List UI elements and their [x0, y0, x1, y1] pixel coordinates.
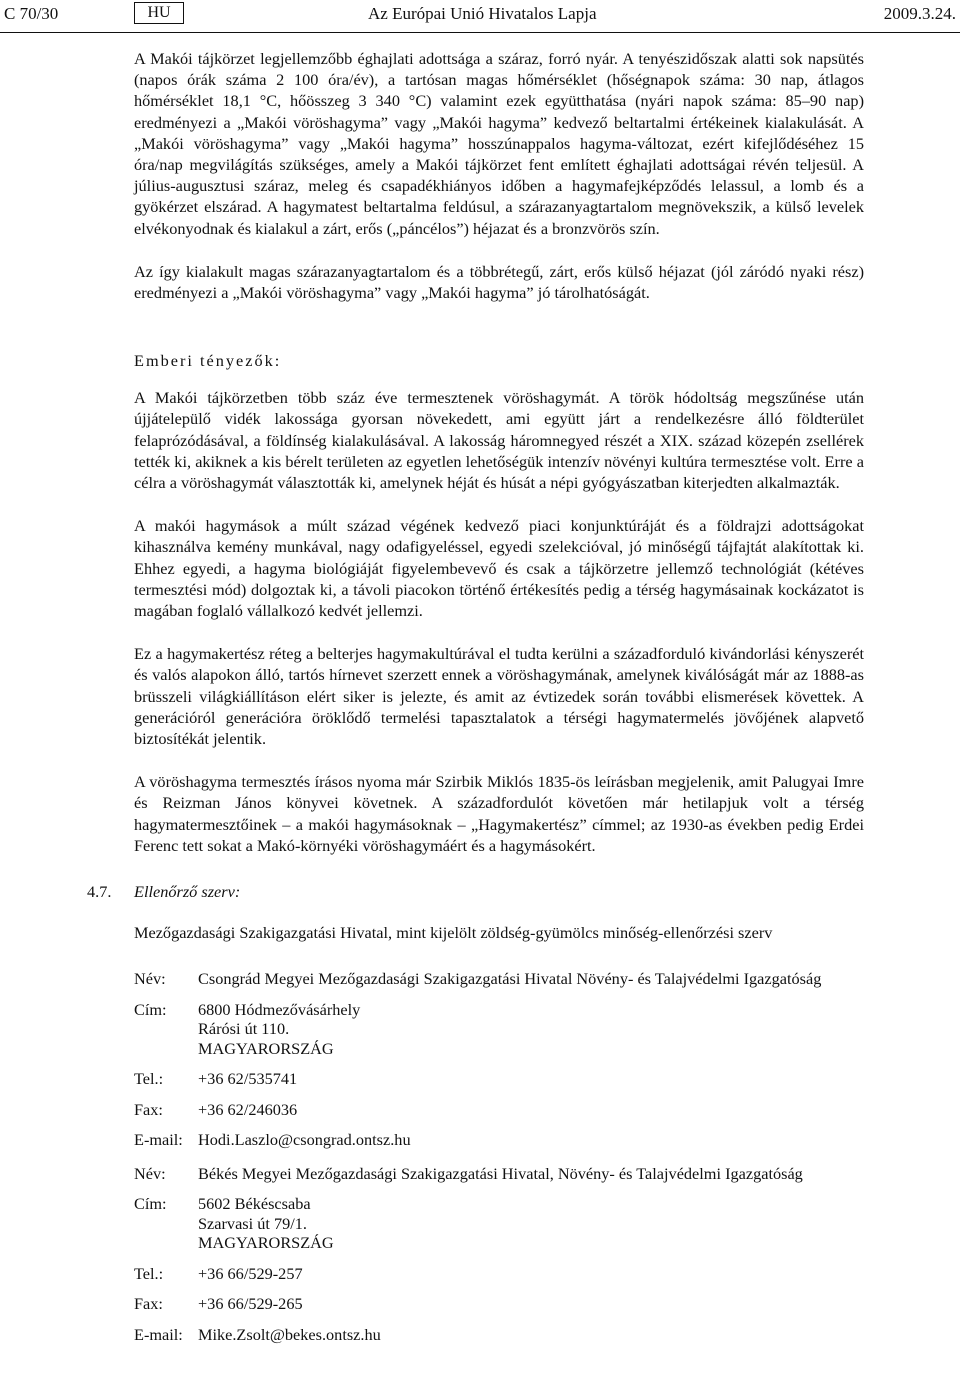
paragraph-written-records: A vöröshagyma termesztés írásos nyoma már Szirbik Miklós 1835-ös leírásban megjelenik, amit Palugyai Imre és Reizman János könyvei követnek. A századfordulót követően már hetilapjuk volt a térség hagymatermesztőinek – a makói hagymásoknak – „Hagymakertész” címmel; az 1930-as években pedig Erdei Ferenc tett sokat a Makó-környéki vöröshagymáért és a hagymásokért. — [134, 772, 864, 855]
item-number: 4.7. — [87, 882, 112, 902]
contact-address-row — [134, 1000, 864, 1059]
email-label: E-mail: — [134, 1130, 183, 1150]
page-reference: C 70/30 — [4, 4, 59, 23]
contact-email-link[interactable]: Hodi.Laszlo@csongrad.ontsz.hu — [198, 1130, 411, 1150]
item-title: Ellenőrző szerv: — [134, 882, 241, 902]
address-label: Cím: — [134, 999, 167, 1019]
contact-block-csongrad — [134, 969, 864, 1150]
paragraph-reputation: Ez a hagymakertész réteg a belterjes hagymakultúrával el tudta kerülni a századforduló kivándorlási kényszerét és valós alapokon álló, tartós hírnevet szerzett ennek a vöröshagymának, amelynek kiválóságát már az 1888-as brüsszeli világkiállításon elért siker is jelezte, és amit az évtizedek során további elismerések követtek. A generációról generációra öröklődő termelési tapasztalatok a térségi hagymatermelés jövőjének alapvető biztosítékát jelentik. — [134, 644, 864, 749]
name-label: Név: — [134, 1163, 166, 1183]
tel-label: Tel.: — [134, 1069, 164, 1089]
contact-fax-row — [134, 1294, 864, 1314]
journal-title: Az Európai Unió Hivatalos Lapja — [368, 4, 597, 23]
contact-address-row — [134, 1194, 864, 1253]
contact-fax: +36 62/246036 — [198, 1099, 298, 1119]
contact-block-bekes — [134, 1164, 864, 1345]
paragraph-climate: A Makói tájkörzet legjellemzőbb éghajlati adottsága a száraz, forró nyár. A tenyészidőszak alatti sok napsütés (napos órák száma 2 100 óra/év), a tartósan magas hőmérséklet (hőségnapok száma: 30 nap, átlagos hőmérséklet 18,1 °C, hőösszeg 3 340 °C) valamint ezek együtthatása (nyári napok száma: 85–90 nap) eredményezi a „Makói vöröshagyma” vagy „Makói hagyma” kedvező beltartalmi értékeinek kialakulását. A „Makói vöröshagyma” vagy „Makói hagyma” hosszúnappalos hagyma-változat, ezért kifejlődéséhez 15 óra/nap megvilágítás szükséges, amely a Makói tájkörzet fent említett éghajlati adottságai révén teljesül. A július-augusztusi száraz, meleg és csapadékhiányos időben a hagymafejképződés lelassul, a lomb és a gyökérzet elszárad. A hagymatest beltartalma feldúsul, a szárazanyagtartalom megnövekszik, a külső levelek elvékonyodnak és kialakul a zárt, erős („páncélos”) héjazat és a bronzvörös szín. — [134, 49, 864, 238]
contact-tel: +36 62/535741 — [198, 1069, 298, 1089]
contact-tel-row — [134, 1069, 864, 1089]
tel-label: Tel.: — [134, 1263, 164, 1283]
paragraph-history: A Makói tájkörzetben több száz éve termesztenek vöröshagymát. A török hódoltság megszűnése után újjátelepülő vidék lakossága gyorsan növekedett, ami együtt járt a rendelkezésre álló földterület felaprózódásával, a földínség kialakulásával. A lakosság háromnegyed részét a XIX. század közepén zsellérek tették ki, akiknek a kis bérelt területen az egyetlen lehetőségük intenzív növényi kultúra termesztése volt. Erre a célra a vöröshagymát választották ki, amelynek héját és húsát a népi gyógyászatban kiterjedten alkalmazták. — [134, 388, 864, 493]
contact-email-row — [134, 1325, 864, 1345]
address-line: MAGYARORSZÁG — [198, 1038, 334, 1058]
section-heading-human-factors: Emberi tényezők: — [134, 351, 282, 371]
header-divider — [0, 32, 960, 33]
paragraph-storability: Az így kialakult magas szárazanyagtartalom és a többrétegű, zárt, erős külső héjazat (jól záródó nyaki rész) eredményezi a „Makói vöröshagyma” vagy „Makói hagyma” jó tárolhatóságát. — [134, 261, 864, 303]
contact-fax-row — [134, 1100, 864, 1120]
address-label: Cím: — [134, 1194, 167, 1214]
contact-fax: +36 66/529-265 — [198, 1294, 303, 1314]
inspection-organization: Mezőgazdasági Szakigazgatási Hivatal, mint kijelölt zöldség-gyümölcs minőség-ellenőrzési szerv — [134, 923, 773, 943]
contact-name: Békés Megyei Mezőgazdasági Szakigazgatási Hivatal, Növény- és Talajvédelmi Igazgatóság — [198, 1163, 803, 1183]
address-line: MAGYARORSZÁG — [198, 1233, 334, 1253]
contact-name: Csongrád Megyei Mezőgazdasági Szakigazgatási Hivatal Növény- és Talajvédelmi Igazgatóság — [198, 969, 822, 989]
document-body — [87, 48, 864, 1358]
fax-label: Fax: — [134, 1099, 163, 1119]
contact-address — [198, 1000, 864, 1059]
contact-tel: +36 66/529-257 — [198, 1263, 303, 1283]
contact-name-row — [134, 969, 864, 989]
address-line: 6800 Hódmezővásárhely — [198, 999, 361, 1019]
page-header — [0, 0, 960, 34]
paragraph-onion-growers: A makói hagymások a múlt század végének kedvező piaci konjunktúráját és a földrajzi adottságokat kihasználva kemény munkával, nagy odafigyeléssel, egyedi szelekcióval, jó minőségű tájfajtát alakítottak ki. Ehhez egyedi, a hagyma biológiáját figyelembevevő és csak a tájkörzetre jellemző technológiát (kétéves termesztési mód) dolgoztak ki, a távoli piacokon történő értékesítés pedig a térség hagymásainak kockázatot is magában foglaló vállalkozó kedvét jellemzi. — [134, 516, 864, 621]
contact-address — [198, 1194, 864, 1253]
contact-name-row — [134, 1164, 864, 1184]
address-line: Rárósi út 110. — [198, 1019, 290, 1039]
address-line: Szarvasi út 79/1. — [198, 1213, 307, 1233]
language-code-box: HU — [134, 2, 184, 24]
email-label: E-mail: — [134, 1324, 183, 1344]
publication-date: 2009.3.24. — [883, 4, 956, 23]
contact-email-link[interactable]: Mike.Zsolt@bekes.ontsz.hu — [198, 1324, 381, 1344]
contact-tel-row — [134, 1264, 864, 1284]
contact-email-row — [134, 1130, 864, 1150]
address-line: 5602 Békéscsaba — [198, 1194, 311, 1214]
item-heading-inspection-body — [87, 881, 864, 902]
fax-label: Fax: — [134, 1294, 163, 1314]
name-label: Név: — [134, 969, 166, 989]
